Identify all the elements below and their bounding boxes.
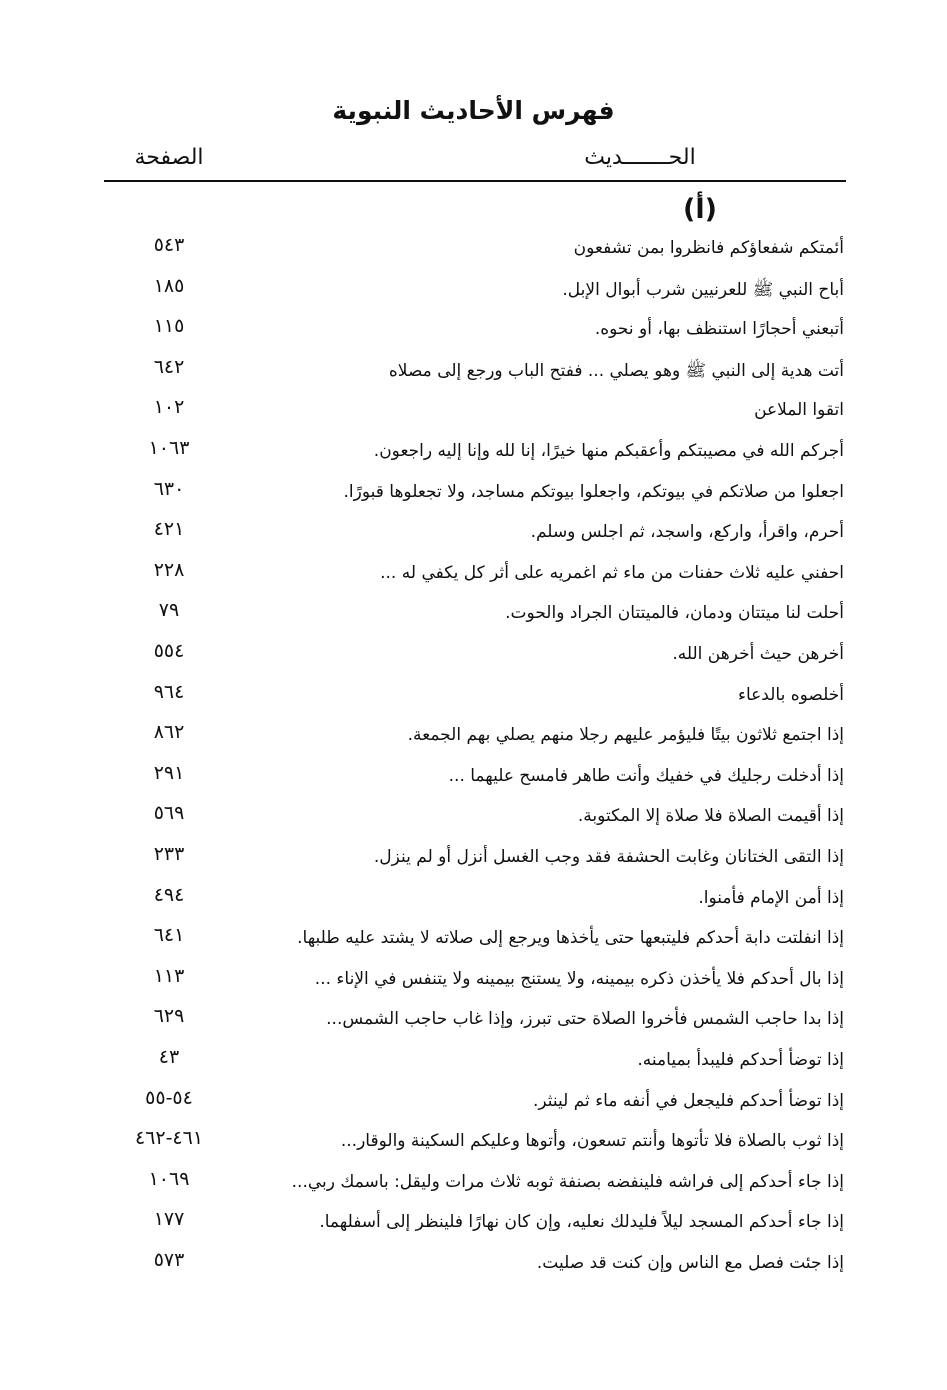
- index-entry: [0, 963, 947, 1003]
- index-entry: [0, 679, 947, 719]
- index-entry: [0, 273, 947, 313]
- hadith-text: أتبعني أحجارًا استنظف بها، أو نحوه.: [594, 319, 844, 340]
- index-entry: [0, 1003, 947, 1043]
- hadith-text: إذا جاء أحدكم إلى فراشه فلينفضه بصنفة ثوبه ثلاث مرات وليقل: باسمك ربي...: [291, 1171, 844, 1192]
- page-number: ٢٢٨: [153, 558, 185, 581]
- hadith-text: إذا أدخلت رجليك في خفيك وأنت طاهر فامسح عليهما ...: [448, 765, 844, 786]
- column-header-hadith: الحـــــــديث: [584, 145, 696, 170]
- page-number: ٥٤-٥٥: [145, 1086, 193, 1109]
- index-entry: [0, 1044, 947, 1084]
- page-number: ٦٤١: [153, 924, 185, 947]
- hadith-text: أحرم، واقرأ، واركع، واسجد، ثم اجلس وسلم.: [530, 522, 844, 543]
- index-entry: [0, 760, 947, 800]
- page-number: ٥٥٤: [153, 640, 185, 662]
- page-number: ٥٦٩: [153, 802, 185, 825]
- section-letter: (أ): [683, 194, 717, 225]
- hadith-text: إذا التقى الختانان وغابت الحشفة فقد وجب الغسل أنزل أو لم ينزل.: [373, 847, 844, 867]
- page-number: ١٠٦٩: [148, 1167, 190, 1190]
- page-number: ١٠٢: [153, 396, 185, 419]
- hadith-text: أباح النبي ﷺ للعرنيين شرب أبوال الإبل.: [562, 279, 844, 300]
- hadith-text: إذا انفلتت دابة أحدكم فليتبعها حتى يأخذها ويرجع إلى صلاته لا يشتد عليه طلبها.: [297, 928, 844, 949]
- page-number: ٦٣٠: [153, 477, 185, 500]
- hadith-text: إذا ثوب بالصلاة فلا تأتوها وأنتم تسعون، وأتوها وعليكم السكينة والوقار...: [340, 1131, 844, 1152]
- index-entry: [0, 1085, 947, 1125]
- index-entry: [0, 232, 947, 272]
- index-entry: [0, 922, 947, 962]
- page-number: ٤٣: [158, 1046, 180, 1068]
- index-entry: [0, 882, 947, 922]
- page-number: ١٧٧: [153, 1208, 185, 1231]
- index-entry: [0, 1125, 947, 1165]
- index-entry: [0, 1206, 947, 1246]
- index-entry: [0, 1166, 947, 1206]
- page-number: ٢٩١: [153, 761, 185, 784]
- hadith-text: أئمتكم شفعاؤكم فانظروا بمن تشفعون: [573, 238, 844, 258]
- page-number: ٢٣٣: [153, 843, 185, 865]
- index-entry: [0, 841, 947, 881]
- hadith-text: أحلت لنا ميتتان ودمان، فالميتتان الجراد والحوت.: [505, 603, 844, 624]
- index-entry: [0, 435, 947, 475]
- hadith-text: إذا بدا حاجب الشمس فأخروا الصلاة حتى تبرز، وإذا غاب حاجب الشمس...: [326, 1009, 844, 1030]
- hadith-text: اتقوا الملاعن: [754, 400, 844, 421]
- hadith-text: أتت هدية إلى النبي ﷺ وهو يصلي ... ففتح الباب ورجع إلى مصلاه: [388, 360, 844, 381]
- hadith-text: إذا أمن الإمام فأمنوا.: [698, 887, 844, 908]
- hadith-text: إذا أقيمت الصلاة فلا صلاة إلا المكتوبة.: [577, 806, 844, 827]
- hadith-text: احفني عليه ثلاث حفنات من ماء ثم اغمريه على أثر كل يكفي له ...: [380, 562, 844, 583]
- index-entry: [0, 638, 947, 678]
- hadith-text: إذا اجتمع ثلاثون بيتًا فليؤمر عليهم رجلا منهم يصلي بهم الجمعة.: [407, 725, 844, 746]
- page-number: ٤٩٤: [153, 883, 185, 906]
- hadith-text: أخلصوه بالدعاء: [737, 684, 844, 705]
- column-header-page: الصفحة: [134, 145, 204, 170]
- page-number: ٤٢١: [153, 518, 185, 541]
- hadith-text: إذا توضأ أحدكم فليبدأ بميامنه.: [637, 1050, 844, 1070]
- index-entry: [0, 597, 947, 637]
- page-number: ٧٩: [158, 599, 180, 622]
- header-rule: [104, 180, 846, 182]
- hadith-text: أخرهن حيث أخرهن الله.: [672, 644, 844, 664]
- page-number: ٥٧٣: [153, 1249, 185, 1271]
- page-number: ١٨٥: [153, 274, 185, 297]
- page-number: ١١٥: [153, 315, 185, 338]
- page-number: ٤٦١-٤٦٢: [134, 1127, 204, 1150]
- page-number: ١٠٦٣: [148, 437, 190, 459]
- index-entry: [0, 313, 947, 353]
- index-entry: [0, 719, 947, 759]
- index-entry: [0, 800, 947, 840]
- page-number: ٥٤٣: [153, 234, 185, 256]
- index-entry: [0, 1247, 947, 1287]
- page-number: ١١٣: [153, 964, 185, 987]
- hadith-text: إذا جاء أحدكم المسجد ليلاً فليدلك نعليه، وإن كان نهارًا فلينظر إلى أسفلهما.: [319, 1212, 844, 1233]
- index-entry: [0, 516, 947, 556]
- index-entry: [0, 354, 947, 394]
- hadith-text: اجعلوا من صلاتكم في بيوتكم، واجعلوا بيوتكم مساجد، ولا تجعلوها قبورًا.: [343, 481, 844, 502]
- page-number: ٦٤٢: [153, 355, 185, 378]
- index-entry: [0, 557, 947, 597]
- index-entry: [0, 476, 947, 516]
- page-number: ٦٢٩: [153, 1005, 185, 1028]
- index-entry: [0, 394, 947, 434]
- page-number: ٩٦٤: [153, 680, 185, 703]
- hadith-text: أجركم الله في مصيبتكم وأعقبكم منها خيرًا، إنا لله وإنا إليه راجعون.: [373, 441, 844, 461]
- page-number: ٨٦٢: [153, 721, 185, 744]
- hadith-text: إذا توضأ أحدكم فليجعل في أنفه ماء ثم لينثر.: [532, 1090, 844, 1111]
- hadith-text: إذا بال أحدكم فلا يأخذن ذكره بيمينه، ولا يستنج بيمينه ولا يتنفس في الإناء ...: [314, 968, 844, 989]
- page-title: فهرس الأحاديث النبوية: [332, 96, 615, 125]
- hadith-text: إذا جئت فصل مع الناس وإن كنت قد صليت.: [536, 1253, 844, 1273]
